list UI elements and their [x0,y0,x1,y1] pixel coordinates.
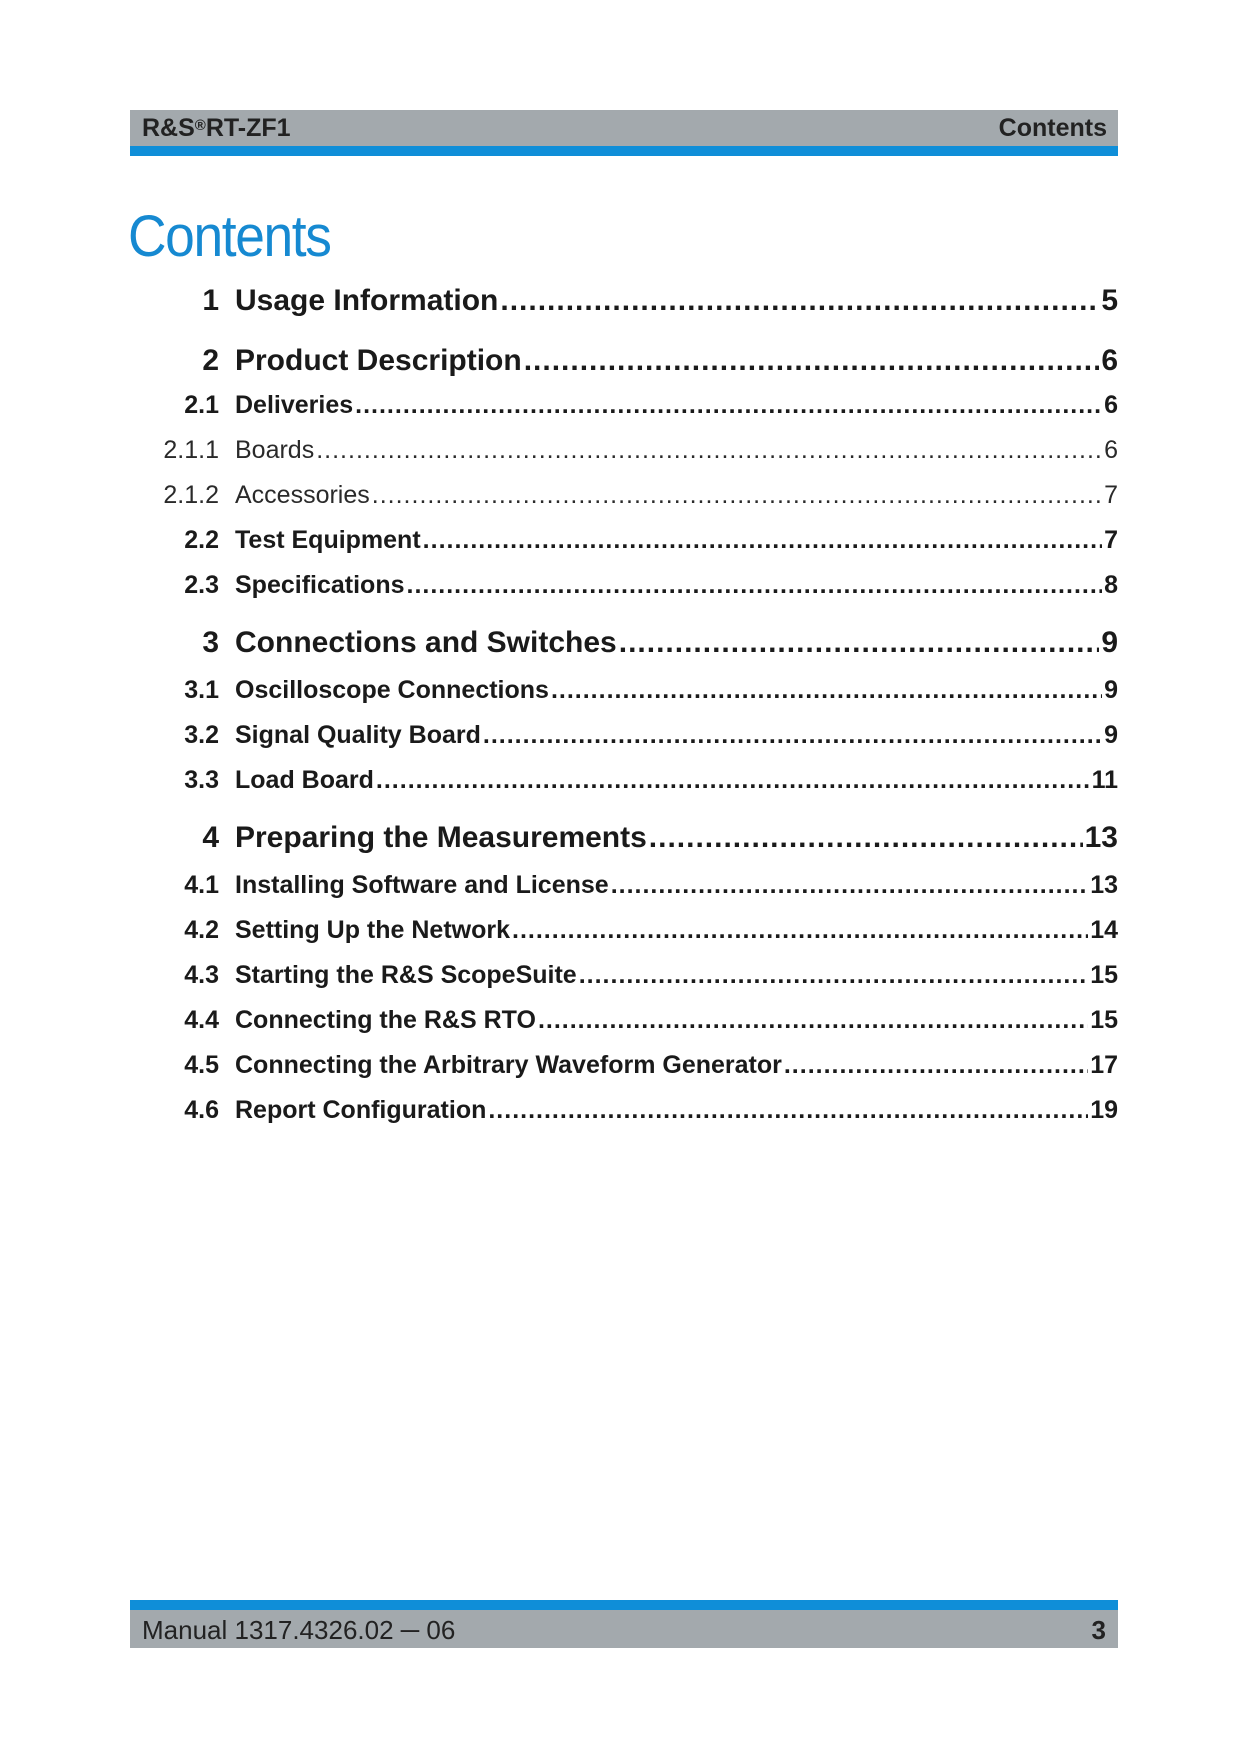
footer-manual-id: Manual 1317.4326.02 ─ 06 [142,1615,456,1645]
toc-entry-4-5[interactable]: 4.5 Connecting the Arbitrary Waveform Generator ..... 17 [120,1051,1118,1080]
toc-entry-2-1-2[interactable]: 2.1.2 Accessories ..... 7 [120,481,1118,510]
header-blue-rule [130,146,1118,156]
toc-entry-4-1[interactable]: 4.1 Installing Software and License ..... 13 [120,871,1118,900]
header-section-name: Contents [998,114,1107,142]
footer-blue-rule [130,1600,1118,1610]
toc-entry-2-1[interactable]: 2.1 Deliveries ..... 6 [120,391,1118,420]
toc-entry-2-1-1[interactable]: 2.1.1 Boards ..... 6 [120,436,1118,465]
toc-entry-3-2[interactable]: 3.2 Signal Quality Board ..... 9 [120,721,1118,750]
header-product-name: R&S®RT-ZF1 [142,114,291,142]
toc-entry-1[interactable]: 1 Usage Information ..... 5 [120,284,1118,318]
toc-entry-3[interactable]: 3 Connections and Switches ..... 9 [120,626,1118,660]
page-title: Contents [128,204,331,269]
toc-entry-4-6[interactable]: 4.6 Report Configuration ..... 19 [120,1096,1118,1125]
toc-entry-2-2[interactable]: 2.2 Test Equipment ..... 7 [120,526,1118,555]
toc-entry-4-3[interactable]: 4.3 Starting the R&S ScopeSuite ..... 15 [120,961,1118,990]
footer-page-number: 3 [1091,1615,1106,1645]
toc-entry-3-3[interactable]: 3.3 Load Board ..... 11 [120,766,1118,795]
toc-entry-4-2[interactable]: 4.2 Setting Up the Network ..... 14 [120,916,1118,945]
toc-entry-2-3[interactable]: 2.3 Specifications ..... 8 [120,571,1118,600]
toc-entry-2[interactable]: 2 Product Description ..... 6 [120,344,1118,378]
toc-entry-3-1[interactable]: 3.1 Oscilloscope Connections ..... 9 [120,676,1118,705]
toc-entry-4[interactable]: 4 Preparing the Measurements ..... 13 [120,821,1118,855]
toc-entry-4-4[interactable]: 4.4 Connecting the R&S RTO ..... 15 [120,1006,1118,1035]
